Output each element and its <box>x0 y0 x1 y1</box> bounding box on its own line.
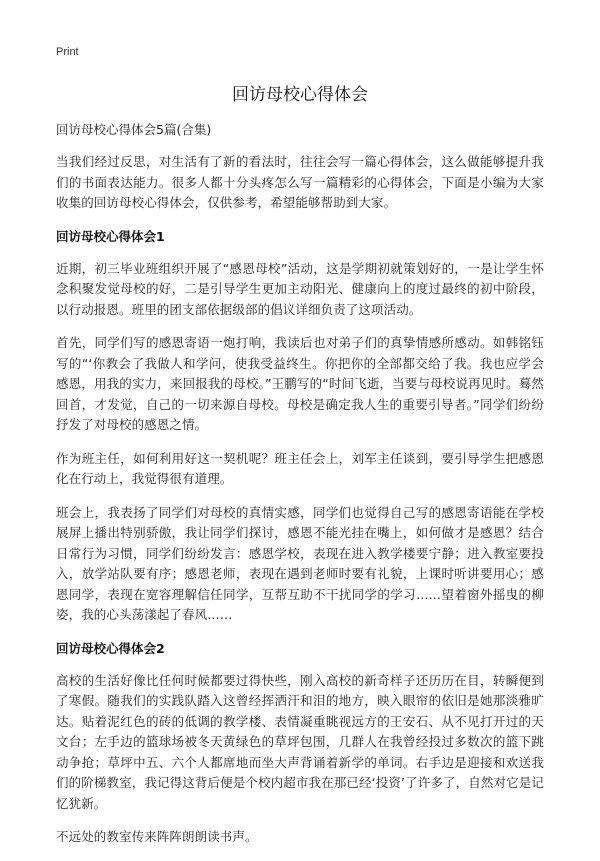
paragraph: 班会上，我表扬了同学们对母校的真情实感，同学们也觉得自己写的感恩寄语能在学校展屏上播出特别骄傲，我让同学们探讨，感恩不能光挂在嘴上，如何做才是感恩？结合日常行为习惯，同学们纷纷发言：感恩学校，表现在进入教学楼要宁静；进入教室要投入，放学站队要有序；感恩老师，表现在遇到老师时要有礼貌，上课时听讲要用心；感恩同学，表现在宽容理解信任同学，互帮互助不干扰同学的学习……望着窗外摇曳的柳姿，我的心头荡漾起了春风…… <box>56 504 544 622</box>
section-heading: 回访母校心得体会2 <box>56 640 165 656</box>
paragraph: 近期，初三毕业班组织开展了“感恩母校”活动，这是学期初就策划好的，一是让学生怀念积聚发觉母校的好，二是引导学生更加主动阳光、健康向上的度过最终的初中阶段，以行动报恩。班里的团支部依据级部的倡议详细负责了这项活动。 <box>56 260 544 317</box>
intro-paragraph: 当我们经过反思，对生活有了新的看法时，往往会写一篇心得体会，这么做能够提升我们的书面表达能力。很多人都十分头疼怎么写一篇精彩的心得体会，下面是小编为大家收集的回访母校心得体会，仅供参考，希望能够帮助到大家。 <box>56 154 544 210</box>
document-subtitle: 回访母校心得体会5篇(合集) <box>56 122 212 137</box>
paragraph: 高校的生活好像比任何时候都要过得快些，刚入高校的新奇样子还历历在目，转瞬便到了寒假。随我们的实践队踏入这曾经挥洒汗和泪的地方，映入眼帘的依旧是她那淡雅旷达。贴着泥红色的砖的低调的教学楼、表情凝重眺视远方的王安石、从不见打开过的天文台；左手边的篮球场被冬天黄绿色的草坪包围，几群人在我曾经投过多数次的篮下跳动争抢；草坪中五、六个人都席地而坐大声背诵着新学的单词。右手边是迎接和欢送我们的阶梯教室，我记得这背后便是个校内超市我在那已经‘投资’了许多了，自然对它是记忆犹新。 <box>56 672 544 811</box>
document-body <box>56 120 544 861</box>
section-heading: 回访母校心得体会1 <box>56 228 165 244</box>
section-2 <box>56 639 544 848</box>
paragraph: 作为班主任，如何利用好这一契机呢？班主任会上，刘军主任谈到，要引导学生把感恩化在行动上，我觉得很有道理。 <box>56 450 544 486</box>
document-title: 回访母校心得体会 <box>232 85 368 105</box>
paragraph: 首先，同学们写的感恩寄语一炮打响，我读后也对弟子们的真挚情感所感动。如韩铭钰写的“‘你教会了我做人和学问，使我受益终生。你把你的全部都交给了我。我也应学会感恩，用我的实力，来回报我的母校。”王鹏写的“时间飞逝，当要与母校说再见时。蓦然回首，才发觉，自己的一切来源自母校。母校是确定我人生的重要引导者。”同学们纷纷抒发了对母校的感恩之情。 <box>56 335 544 432</box>
section-1 <box>56 227 544 626</box>
paragraph: 不远处的教室传来阵阵朗朗读书声。 <box>56 829 258 844</box>
print-label: Print <box>56 46 79 58</box>
